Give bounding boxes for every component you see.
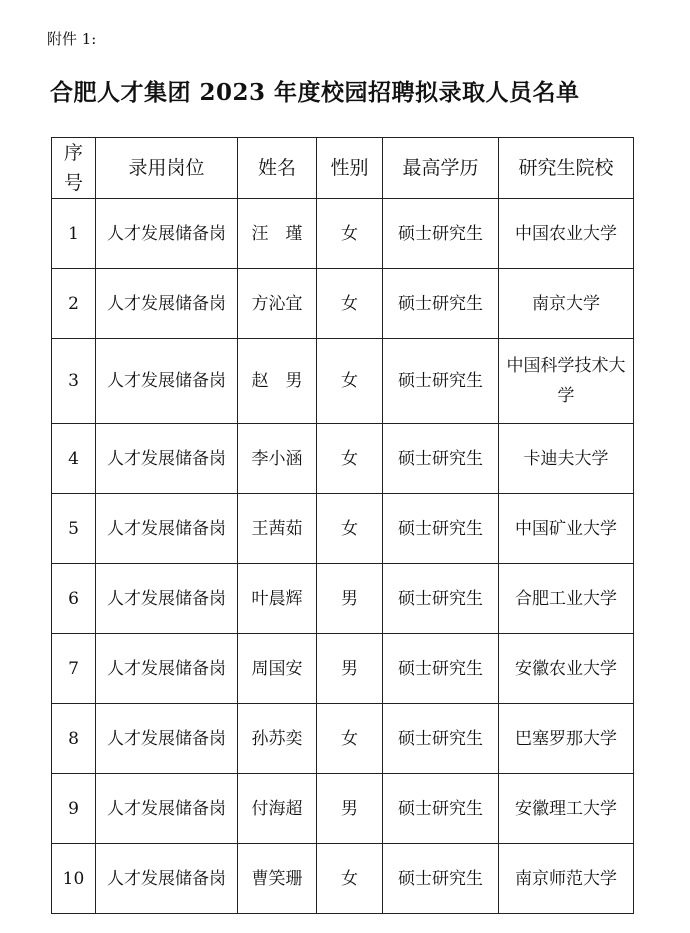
- cell-gender: 女: [317, 494, 383, 564]
- cell-position: 人才发展储备岗: [96, 634, 238, 704]
- cell-no: 3: [52, 339, 96, 424]
- table-row: [52, 494, 634, 564]
- table-row: [52, 774, 634, 844]
- cell-gender: 男: [317, 774, 383, 844]
- cell-school: 卡迪夫大学: [499, 424, 634, 494]
- table-row: [52, 564, 634, 634]
- cell-gender: 女: [317, 339, 383, 424]
- cell-name: 周国安: [238, 634, 317, 704]
- cell-school: 安徽理工大学: [499, 774, 634, 844]
- header-position: 录用岗位: [96, 138, 238, 199]
- cell-education: 硕士研究生: [383, 494, 499, 564]
- cell-no: 9: [52, 774, 96, 844]
- cell-no: 10: [52, 844, 96, 914]
- cell-education: 硕士研究生: [383, 339, 499, 424]
- cell-school: 中国农业大学: [499, 199, 634, 269]
- cell-school: 合肥工业大学: [499, 564, 634, 634]
- cell-education: 硕士研究生: [383, 774, 499, 844]
- cell-position: 人才发展储备岗: [96, 774, 238, 844]
- cell-name: 王茜茹: [238, 494, 317, 564]
- admission-table: [51, 137, 634, 914]
- attachment-label: 附件 1:: [47, 30, 97, 48]
- cell-no: 2: [52, 269, 96, 339]
- cell-education: 硕士研究生: [383, 704, 499, 774]
- cell-name: 叶晨辉: [238, 564, 317, 634]
- cell-name: 孙苏奕: [238, 704, 317, 774]
- cell-name: 方沁宜: [238, 269, 317, 339]
- cell-gender: 女: [317, 269, 383, 339]
- page-title: 合肥人才集团 2023 年度校园招聘拟录取人员名单: [50, 79, 580, 106]
- table-row: [52, 339, 634, 424]
- cell-school: 安徽农业大学: [499, 634, 634, 704]
- cell-school: 中国科学技术大学: [499, 339, 634, 424]
- cell-gender: 女: [317, 844, 383, 914]
- header-education: 最高学历: [383, 138, 499, 199]
- cell-position: 人才发展储备岗: [96, 494, 238, 564]
- cell-school: 巴塞罗那大学: [499, 704, 634, 774]
- cell-position: 人才发展储备岗: [96, 564, 238, 634]
- cell-no: 5: [52, 494, 96, 564]
- cell-no: 1: [52, 199, 96, 269]
- cell-gender: 男: [317, 564, 383, 634]
- cell-gender: 女: [317, 704, 383, 774]
- cell-position: 人才发展储备岗: [96, 424, 238, 494]
- cell-education: 硕士研究生: [383, 844, 499, 914]
- cell-position: 人才发展储备岗: [96, 844, 238, 914]
- header-gender: 性别: [317, 138, 383, 199]
- cell-name: 曹笑珊: [238, 844, 317, 914]
- cell-no: 7: [52, 634, 96, 704]
- table-row: [52, 424, 634, 494]
- cell-school: 南京大学: [499, 269, 634, 339]
- cell-position: 人才发展储备岗: [96, 704, 238, 774]
- table-row: [52, 704, 634, 774]
- cell-name: 李小涵: [238, 424, 317, 494]
- header-name: 姓名: [238, 138, 317, 199]
- cell-education: 硕士研究生: [383, 199, 499, 269]
- cell-education: 硕士研究生: [383, 269, 499, 339]
- cell-name: 付海超: [238, 774, 317, 844]
- cell-gender: 女: [317, 199, 383, 269]
- cell-gender: 女: [317, 424, 383, 494]
- cell-education: 硕士研究生: [383, 424, 499, 494]
- header-no: 序号: [52, 138, 96, 199]
- cell-no: 4: [52, 424, 96, 494]
- header-school: 研究生院校: [499, 138, 634, 199]
- table-row: [52, 199, 634, 269]
- cell-no: 6: [52, 564, 96, 634]
- cell-position: 人才发展储备岗: [96, 339, 238, 424]
- cell-school: 南京师范大学: [499, 844, 634, 914]
- table-row: [52, 634, 634, 704]
- cell-no: 8: [52, 704, 96, 774]
- cell-education: 硕士研究生: [383, 634, 499, 704]
- cell-gender: 男: [317, 634, 383, 704]
- cell-name: 赵 男: [238, 339, 317, 424]
- cell-school: 中国矿业大学: [499, 494, 634, 564]
- cell-name: 汪 瑾: [238, 199, 317, 269]
- table-header-row: [52, 138, 634, 199]
- table-row: [52, 844, 634, 914]
- cell-position: 人才发展储备岗: [96, 199, 238, 269]
- cell-education: 硕士研究生: [383, 564, 499, 634]
- table-row: [52, 269, 634, 339]
- cell-position: 人才发展储备岗: [96, 269, 238, 339]
